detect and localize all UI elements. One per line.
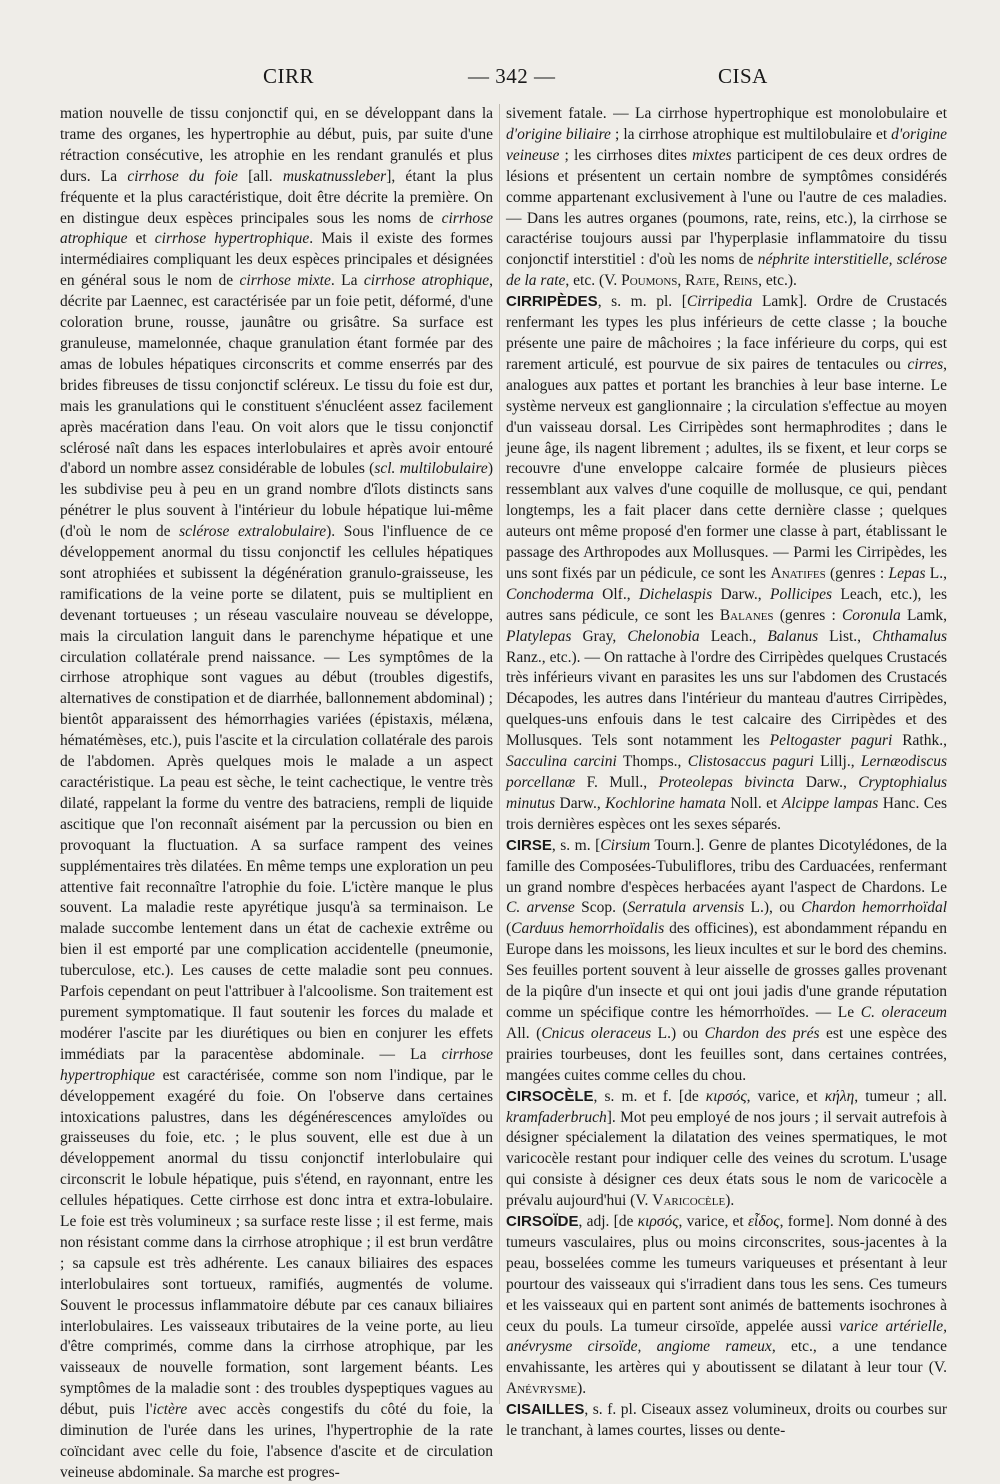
text-run: Gray, — [571, 627, 628, 645]
entry-headword: CIRSOÏDE — [506, 1213, 579, 1231]
italic-term: C. arvense — [506, 899, 575, 917]
entry-cirsoide — [506, 1212, 947, 1400]
italic-term: kramfaderbruch — [506, 1108, 607, 1126]
italic-term: Pollicipes — [770, 585, 833, 603]
text-run: [all. — [237, 167, 283, 185]
text-run: Lamk, — [900, 606, 947, 624]
italic-term: muskatnussleber — [282, 167, 387, 185]
italic-term: cirrhose hypertrophique — [60, 1045, 493, 1084]
text-run: L.), ou — [744, 899, 802, 917]
header-left-guideword: CIRR — [263, 64, 315, 88]
text-run: , etc., a une tendance envahissante, les artères qui y aboutissent se dilatant à leur tour (V. — [506, 1338, 948, 1377]
italic-term: d'origine biliaire — [506, 125, 611, 143]
italic-term: Clistosaccus paguri — [687, 753, 814, 771]
small-caps-term: Anatifes — [770, 564, 826, 582]
running-head — [0, 64, 1000, 94]
italic-term: ictère — [152, 1401, 188, 1419]
text-run: L.) ou — [651, 1024, 705, 1042]
left-column — [60, 104, 493, 1484]
italic-term: cirrhose atrophique — [363, 272, 490, 290]
italic-term: Chelonobia — [627, 627, 700, 645]
text-run: est caractérisée, comme son nom l'indique, par le développement exagéré du foie. On l'observe dans certaines intoxications palustres, dans les dégénérescences amyloïdes ou graisseuses du foie, etc. ; le plus souvent, elle est due à un développement anormal du tissu conjonctif interlobulaire qui circonscrit le lobule hépatique, puis s'étend, en rayonnant, entre les cellules hépatiques. Cette cirrhose est donc intra et extra-lobulaire. Le foie est très volumineux ; sa surface reste lisse ; il est ferme, mais non résistant comme dans la cirrhose atrophique ; il est brun verdâtre ; sa capsule est très adhérente. Les canaux biliaires des espaces interlobulaires sont tortueux, ramifiés, augmentés de volume. Souvent le processus inflammatoire débute par ces canaux biliaires interlobulaires. Les vaisseaux tributaires de la veine porte, au lieu d'être comprimés, comme dans la cirrhose atrophique, par les vaisseaux de nouvelle formation, sont largement béants. Les symptômes de la maladie sont : des troubles dyspeptiques vagues au début, puis l' — [60, 1066, 493, 1419]
entry-cirse — [506, 836, 947, 1087]
text-run: Rathk., — [892, 732, 947, 750]
text-run: Leach, etc.), les autres sans pédicule, ce sont les — [506, 585, 947, 624]
text-run: , varice, et — [678, 1213, 748, 1231]
text-run: . La — [330, 272, 364, 290]
text-run: ( — [506, 920, 512, 938]
column-divider — [499, 104, 500, 1404]
text-run: Lillj., — [813, 753, 861, 771]
text-run: ]. Mot peu employé de nos jours ; il servait autrefois à désigner spécialement la dilatation des veines spermatiques, le mot varicocèle restant pour indiquer celle des veines du scrotum. L'usage qui consiste à désigner ces deux états sous le nom de varicocèle a prévalu aujourd'hui (V. — [506, 1108, 947, 1210]
text-run: sivement fatale. — La cirrhose hypertrophique est monolobulaire et — [506, 105, 947, 122]
text-run: , etc.). — [758, 272, 797, 290]
greek-term: κήλη — [824, 1087, 855, 1105]
italic-term: Cirripedia — [686, 293, 753, 311]
text-run: Lamk]. Ordre de Crustacés renfermant les types les plus inférieurs de cette classe ; la bouche présente une paire de mâchoires ; la face inférieure du corps, qui est rarement articulé, est pourvue de six paires de tentacules ou — [506, 293, 947, 373]
italic-term: cirrhose du foie — [127, 167, 238, 185]
italic-term: C. oleraceum — [860, 1003, 947, 1021]
italic-term: cirres — [907, 355, 944, 373]
small-caps-term: Balanes — [719, 606, 774, 624]
italic-term: cirrhose mixte — [239, 272, 331, 290]
greek-term: κιρσός — [705, 1087, 747, 1105]
text-run: Darw., — [555, 794, 606, 812]
text-run: List., — [818, 627, 873, 645]
italic-term: varice artérielle, anévrysme cirsoïde, angiome rameux — [506, 1317, 948, 1356]
text-run: F. Mull., — [575, 774, 659, 791]
text-run: All. ( — [506, 1024, 542, 1042]
italic-term: néphrite interstitielle, sclérose de la rate — [506, 251, 947, 290]
italic-term: Conchoderma — [506, 585, 594, 603]
cross-reference: Varicocèle — [652, 1192, 726, 1210]
italic-term: Chardon des prés — [704, 1024, 820, 1042]
cross-reference: Anévrysme — [506, 1380, 578, 1398]
cirrhose-conclusion-paragraph — [506, 104, 947, 292]
italic-term: Balanus — [767, 627, 819, 645]
text-run: est une espèce des prairies tourbeuses, dont les feuilles sont, dans certaines contrées, mangées cuites comme celles du chou. — [506, 1024, 948, 1084]
text-run: , s. m. pl. [ — [597, 293, 687, 311]
italic-term: Coronula — [841, 606, 901, 624]
text-run: , etc. (V. — [565, 272, 622, 290]
text-run: Leach., — [699, 627, 768, 645]
italic-term: Chthamalus — [872, 627, 947, 645]
text-run: Ranz., etc.). — On rattache à l'ordre des Cirripèdes quelques Crustacés très inférieurs vivant en parasites les uns sur l'abdomen des Crustacés Décapodes, les autres dans l'intérieur du manteau d'autres Cirripèdes, quelques-uns enfouis dans le test calcaire des Cirripèdes et des Mollusques. Tels sont notamment les — [506, 648, 947, 750]
entry-headword: CIRRIPÈDES — [506, 293, 598, 311]
text-run: . Mais il existe des formes intermédiaires compliquant les deux espèces principales et désignées en général sous le nom de — [60, 230, 493, 290]
text-run: ], étant la plus fréquente et la plus caractéristique, doit être décrite la première. On en distingue deux espèces principales sous les noms de — [60, 167, 494, 227]
italic-term: Kochlorine hamata — [605, 794, 726, 812]
italic-term: Sacculina carcini — [506, 753, 617, 771]
italic-term: Peltogaster paguri — [769, 732, 893, 750]
italic-term: scl. multilobulaire — [374, 460, 488, 478]
text-run: , adj. [de — [578, 1213, 638, 1231]
italic-term: Cryptophialus minutus — [506, 774, 947, 812]
italic-term: d'origine veineuse — [506, 125, 948, 164]
entry-headword: CISAILLES — [506, 1401, 585, 1419]
text-run: L., — [925, 564, 948, 582]
italic-term: Proteolepas bivincta — [658, 774, 795, 791]
entry-headword: CIRSOCÈLE — [506, 1087, 594, 1105]
text-run: Thomps., — [616, 753, 688, 771]
text-run: ; les cirrhoses dites — [559, 146, 693, 164]
text-run: (genres : — [773, 606, 842, 624]
italic-term: cirrhose atrophique — [60, 209, 493, 248]
italic-term: Lernæodiscus porcellanæ — [506, 753, 948, 791]
text-run: , s. m. et f. [de — [593, 1087, 706, 1105]
cross-reference: Poumons, Rate, Reins — [621, 272, 759, 290]
italic-term: Serratula arvensis — [627, 899, 745, 917]
greek-term: εἶδος — [747, 1213, 780, 1231]
text-run: ; la cirrhose atrophique est multilobulaire et — [610, 125, 892, 143]
text-run: ). Sous l'influence de ce développement anormal du tissu conjonctif les cellules hépatiques sont atrophiées et subissent la dégénération granulo-graisseuse, les ramifications de la veine porte se dilatent, puis se multiplient en devenant tortueuses ; un réseau vasculaire nouveau se développe, mais la circulation languit dans le parenchyme hépatique et une circulation collatérale prend naissance. — Les symptômes de la cirrhose atrophique sont vagues au début (troubles digestifs, alternatives de constipation et de diarrhée, ballonnement abdominal) ; bientôt apparaissent des hémorrhagies variées (épistaxis, mélæna, hématémèses, etc.), puis l'ascite et la circulation collatérale des parois de l'abdomen. Après quelques mois le malade a un aspect caractéristique. La peau est sèche, le teint cachectique, le ventre très dilaté, rappelant la forme du ventre des batraciens, rempli de liquide ascitique que l'on reconnaît aisément par la percussion ou bien en provoquant la fluctuation. A sa surface rampent des veines supplémentaires très dilatées. En même temps une exploration un peu attentive fait reconnaître l'atrophie du foie. L'ictère manque le plus souvent. La maladie reste apyrétique jusqu'à sa terminaison. Le malade succombe lentement dans un état de cachexie extrême ou bien il est emporté par une complication accidentelle (pneumonie, tuberculose, etc.). Les causes de cette maladie sont peu connues. Parfois cependant on peut l'attribuer à l'alcoolisme. Son traitement est purement symptomatique. Il faut soutenir les forces du malade et modérer l'ascite par les diurétiques ou bien en conjurer les effets immédiats par la paracentèse abdominale. — La — [60, 523, 494, 1063]
text-run: ) les subdivise peu à peu en un grand nombre d'îlots distincts sans pénétrer le plus souvent à l'intérieur du lobule hépatique lui-même (d'où le nom de — [60, 460, 493, 541]
text-run: participent de ces deux ordres de lésions et présentent un certain nombre de symptômes considérés comme appartenant exclusivement à l'une ou l'autre de ces maladies. — Dans les autres organes (poumons, rate, reins, etc.), la cirrhose se caractérise toujours aussi par l'hyperplasie inflammatoire du tissu conjonctif interstitiel : d'où les noms de — [506, 146, 947, 269]
text-run: Olf., — [593, 585, 639, 603]
entry-headword: CIRSE — [506, 836, 552, 854]
text-run: , tumeur ; all. — [854, 1087, 948, 1105]
italic-term: cirrhose hypertrophique — [154, 230, 310, 248]
italic-term: Platylepas — [506, 627, 572, 645]
page-number: — 342 — — [468, 64, 556, 88]
italic-term: Lepas — [888, 564, 926, 582]
text-run: Darw., — [794, 774, 859, 791]
italic-term: Carduus hemorrhoïdalis — [511, 920, 665, 938]
text-run: Hanc. Ces trois dernières espèces ont les sexes séparés. — [506, 794, 948, 833]
entry-cirripedes — [506, 292, 947, 836]
entry-cisailles — [506, 1400, 947, 1442]
text-run: et — [127, 230, 155, 248]
text-run: mation nouvelle de tissu conjonctif qui, en se développant dans la trame des organes, les hypertrophie au début, puis, par suite d'une rétraction consécutive, les atrophie en les rendant granulés et plus durs. La — [60, 105, 493, 185]
text-run: , analogues aux pattes et portant les branchies à leur base interne. Le système nerveux est ganglionnaire ; la circulation s'effectue au moyen d'un vaisseau dorsal. Les Cirripèdes sont hermaphrodites ; dans le jeune âge, ils nagent librement ; adultes, ils se fixent, et leur corps se recouvre d'une enveloppe calcaire formée de plusieurs pièces ressemblant aux valves d'une coquille de mollusque, ce qui, pendant longtemps, les a fait placer dans cette dernière classe ; quelques auteurs ont même proposé d'en former une classe à part, établissant le passage des Arthropodes aux Mollusques. — Parmi les Cirripèdes, les uns sont fixés par un pédicule, ce sont les — [506, 355, 947, 582]
text-run: , varice, et — [746, 1087, 825, 1105]
greek-term: κιρσός — [637, 1213, 679, 1231]
italic-term: Chardon hemorrhoïdal — [801, 899, 948, 917]
cirrhose-continuation-paragraph — [60, 104, 493, 1484]
text-run: avec accès congestifs du côté du foie, la diminution de l'urée dans les urines, l'hypertrophie de la rate coïncidant avec celle du foie, l'absence d'ascite et de circulation veineuse abdominale. Sa marche est progres- — [60, 1401, 494, 1481]
entry-cirsocele — [506, 1087, 947, 1212]
text-run: des officines), est abondamment répandu en Europe dans les moissons, les lieux incultes et sur le bord des chemins. Ses feuilles portent souvent à leur aisselle de grosses galles provenant de la piqûre d'un insecte et qui ont joui jadis d'une grande réputation comme un spécifique contre les hémorrhoïdes. — Le — [506, 920, 947, 1021]
italic-term: Cnicus oleraceus — [541, 1024, 652, 1042]
italic-term: Cirsium — [600, 836, 651, 854]
right-column — [506, 104, 947, 1442]
text-run: , décrite par Laennec, est caractérisée par un foie petit, déformé, d'une coloration brune, rousse, jaunâtre ou grisâtre. Sa surface est granuleuse, mamelonnée, chaque granulation étant formée par des amas de lobules hépatiques circonscrits et comme enserrés par des brides fibreuses de tissu conjonctif scléreux. Le tissu du foie est dur, mais les granulations qui le constituent s'énucléent assez facilement après macération dans l'eau. On voit alors que le tissu conjonctif sclérosé naît dans les espaces interlobulaires et après avoir entouré d'abord un nombre assez considérable de lobules ( — [60, 272, 493, 478]
header-right-guideword: CISA — [718, 64, 768, 88]
italic-term: Dichelaspis — [638, 585, 713, 603]
text-run: (genres : — [825, 564, 889, 582]
text-run: Noll. et — [725, 794, 782, 812]
text-run: , forme]. Nom donné à des tumeurs vasculaires, plus ou moins circonscrites, sous-jacentes à la peau, bosselées comme les tumeurs variqueuses et présentant à leur pourtour des vaisseaux qui s'irradient dans tous les sens. Ces tumeurs et les vaisseaux qui en partent sont animés de battements isochrones à ceux du pouls. La tumeur cirsoïde, appelée aussi — [506, 1213, 948, 1335]
text-run: , s. m. [ — [551, 836, 601, 854]
text-run: ). — [577, 1380, 587, 1398]
text-run: , s. f. pl. Ciseaux assez volumineux, droits ou courbes sur le tranchant, à lames courtes, lisses ou dente- — [506, 1401, 947, 1440]
text-run: Darw., — [712, 585, 771, 603]
italic-term: sclérose extralobulaire — [179, 523, 327, 541]
italic-term: Alcippe lampas — [781, 794, 879, 812]
text-run: Tourn.]. Genre de plantes Dicotylédones, de la famille des Composées-Tubuliflores, tribu des Carduacées, renfermant un grand nombre d'espèces herbacées ayant l'aspect de Chardons. Le — [506, 836, 947, 896]
italic-term: mixtes — [692, 146, 732, 164]
text-run: Scop. ( — [574, 899, 628, 917]
text-run: ). — [725, 1192, 735, 1210]
